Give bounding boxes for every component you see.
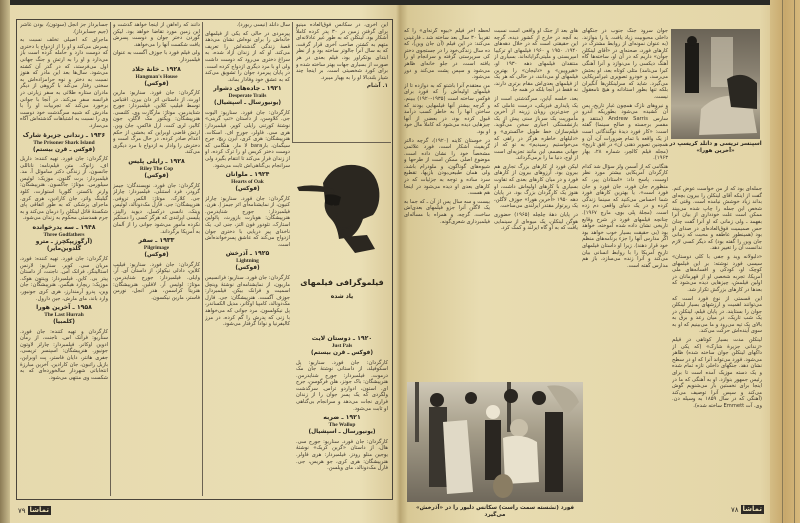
film-entry-english: The Prisoner Shark Island: [33, 139, 95, 146]
film-entry-text: کارگردان: جان فورد. تهیه کننده: فورد، مریان سی. کوپر. سناریو: لارنس استالینگز، فرانک اس. ناجنت، از داستان پیتر بی. کاین. فیلمبردار: وینتون هوک. موزیک: ریچارد هیگمن. هنرپیشگان: جان وین، پدرو آرمندارز، هری کری جونیور، وارد باند، مای مارش، جین دارول.: [20, 255, 108, 302]
film-entry-title: ۱۹۲۱ ـ جاده‌های دشوار: [213, 85, 282, 93]
film-entry-title: ۱۹۲۵ ـ آذرخش: [225, 250, 270, 258]
column-divider: [202, 22, 203, 496]
photo-bottom-caption: فورد (نشسته سمت راست) سکانس دلبور را در «آذرخش» می‌گیرد: [415, 505, 575, 518]
filmography-title: فیلموگرافی فیلمهای: [300, 278, 384, 287]
film-still-figures-icon: [671, 29, 760, 139]
photo-top-caption: [668, 141, 763, 155]
film-set-group-icon: [407, 382, 583, 502]
paragraph: جمله‌ای بود که از من خواست عوض کنم. گفت از اینکه آقای لینکلن را بیرون بچه‌ای بداند زیاد خوشش نیامده است. وقتی که شخص این جمله را چاپ شده می‌بیند ممکن است علت خودداری از بیان آنرا بفهمد ـ ولی زمانی که او آنرا گفت چنان حس صمیمیت فوق‌العاده‌ای در صدای او بود (همینطور عاطفه و محبت که زمانی جان وین را گفته بود) که دیگر کسی لازم ندانست آن را تغییر دهد.: [672, 186, 762, 252]
film-entry-text: کارگردان: جان فورد. سناریو: جورج سی. هال، از داستان «گرین کریک» نوشتهٔ یوجین منلو رودز. فیلمبردار: هری فاولر. هنرپیشگان: هری کری، جو هریس، جی. فارل مک‌دونالد، مای ویلسن.: [296, 438, 388, 472]
paragraph: هنگامی که از آسمن ولز سؤال شد کدام کارگردان آمریکایی بیشتر مورد نظر اوست، پاسخ داد: «استادان پیر، که منظورم جان فورد، جان فورد و جان فورد است». یا بهترین کارهای فورد شما احساس می‌کنید که سینما زندگی کرده و در یک دنیای واقعی دم زده است. (مجلهٔ پلی بوی، مارچ ۱۹۶۷). چنانچه فیلمهای فورد در شرح وقایع تاریخی نشان داده شده آموخته، خواهد بود (بی حقیقت بسیار خوب خواهد بود اگر مدارس آنها را جزء برنامه‌های منظم خود قرار دهند). زیرا او داستان فیلمهای تاریخ آمریکا را با روابط انسانی بیان می‌کند و آنرا زنده می‌سازد، باز هم مدارس گفته است.: [582, 163, 668, 269]
paragraph: این قسمتی از نوع فورد است که می‌توانند اهمیت و ارزشهای بسیار لینکلن جوان را بستایند. در پایان فیلم، لینکلن در یک شب تاریک، در میان رعد و برق به بالای یک تپه می‌رود و ما می‌بینیم که او به سوی آینده‌اش حرکت می‌کند.: [672, 295, 762, 335]
photo-lightning-set: [407, 382, 583, 502]
left-column-2: [113, 22, 200, 496]
paragraph: دانند که راه‌آهن از اینجا خواهد گذشت و این زمین مورد تقاضا خواهد بود. لیکن گوردن دختر جوان و دوست پسرش یافت شکست آنها را می‌خواهد.: [113, 22, 200, 48]
film-entry-text: کارگردان: جان فورد. سناریو: پل اسکوفیلد، از داستانی نوشتهٔ جان مک درموت. فیلمبردار: جورج شنایدرمن. هنرپیشگان: باک جونز، هلن فرگوسن، جرج ای. استون، ادواردو تراس. سرگذشت ولگردی که یک پسر جوان را از زندان فراری نجات می‌دهد و سرانجام بی‌گناهی او ثابت می‌شود.: [296, 359, 388, 412]
left-page-footer: [18, 506, 51, 515]
film-entry-title: ۱۹۲۰ ـ دوستان لایت: [311, 335, 373, 342]
paragraph: بعد، خلسه آیاین، سرگذشتی است از یک پایداری فیزیکی، درست عاملی که در جدی‌ترین رویان زرینه از آخرین مأموریت یک سرباز سنی پیش از یک بازنشستگی اجباری سخن می‌گوید. فیلم‌سازان خط طویل خاکستری» و «دلیلهای خاطره هرگز در راهی که می‌خواستیم رسیدیم» به تو که از جهانی مصمم، این مانند تجزیه‌ای است از اوج، دنیا ما را برمی‌گرداند.: [494, 95, 578, 162]
right-column-3: [494, 28, 578, 378]
film-entry-studio: (فوکس): [144, 173, 169, 179]
film-entry-title: ۱۹۲۴ ـ ملوانان: [225, 171, 270, 179]
left-column-1: [20, 22, 108, 496]
paragraph: ماجرای که اصیلی تخلف نسبت به پسرش می‌کند و او را از ازدواج با دختری که دوست دارد و حامله کرده است باز می‌دارد و او را به ارتش و جنگ جهانی اول می‌فرستد، که در گذر آن کشته می‌شود. سال‌ها بعد این مادر که هنوز نسبت به دختر و نوه حرامزاده‌اش به سختی رفتار می‌کند با گروهی از دیگر مادران ستاره طلائی به سفر زیارتی در فرانسه سفر می‌کند. در آنجا با جوانی برخورد می‌کند که تجربیات او را با مادرش که شبیه سرگذشت خود دوست وی را نسبت به اشتباهات گذشته‌اش آگاه می‌سازد.: [20, 37, 108, 129]
film-entry-studio: (فوکس): [235, 265, 260, 272]
film-entry-studio: (فوکس): [235, 186, 260, 193]
film-entry-text: کارگردان: جان فورد. سناریو: چارلز کنیون، از نمایشنامه‌ای اثر جیمز اِ. هرن. فیلمبردار: جورج شنایدرمن. هنرپیشگان: هوبارت بازورث، پائولین استارک، تئودور فون التز، جنی لی. یک ناخدای پیر دریایی با دختری جوان ازدواج می‌کند که عاشق پسرخوانده‌اش است.: [205, 195, 290, 248]
film-entry-studio: (فوکس ـ قرن بیستم): [32, 146, 96, 153]
paragraph: در پایان دههٔ چلچله (۱۹۶۵) حضوری هوگن لینکلن، یک میوه‌ای از سینمایی یافت که به او گاه ایرلند و کمک کرد.: [494, 212, 578, 232]
film-entry-english: Desperate Trails: [228, 93, 267, 100]
column-divider: [292, 22, 293, 142]
paragraph: بیست و سه سال پس از آن ـ که جما به یک لاگلن آنرا جزو فیلمهای بعدی‌اش ساخت، گرچه، و همراه با مسأله‌ای فیلمبرداری شعری‌گونه.: [404, 198, 490, 225]
right-page-footer: [731, 505, 764, 514]
film-entry-text: کارگردان: جان فورد. سناریو: الیوت جی. کلاوسن، از داستان «تپ گرینی» نوشتهٔ کورتنی رایلی کوپر. فیلمبردار: هری سی. فاولر، جورج اف. اسکات. هنرپیشگان: هری کری، آیرن ریچ، جرج سیگمان، بارbara لا مار. هنگامی که دوست دختر کریس او را ترک کرده، او از زندان فرار می‌کند تا انتقام بگیرد ولی سرانجام بی‌گناهی‌اش ثابت می‌شود.: [205, 109, 290, 169]
left-page-edge: [0, 0, 10, 523]
magazine-logo: تماشا: [742, 505, 762, 513]
paragraph: جسابرداز جز انجل (سوتون)، بودن غاشر (جیم جسابرداز).: [20, 22, 108, 35]
film-entry-english: Hangman's House: [135, 73, 178, 80]
paragraph: لینکلن مدت بسیار کوتاهی در فیلم «زندانی جزیرهٔ شارک» (که یکی از داکهای لینکلن جوان ساخته شده) ظاهر می‌شود. فورد می‌تواند آنرا که او در سطح نشان دهد. جنگهای داخلی تازه تمام شده و یک دسته موزیک آمده است تا برای رئیس جمهور بنوازد. او به آهنگی که ما در اینجا برای نخستین بار می‌شنویم گوش می‌کند و سپس آنرا توصیف می‌کند (آهنگی که در سال ۱۸۵۹ به وسیله دن. وی. آت Emmett ساخته شده).: [672, 337, 762, 409]
film-entry-english: Riley The Cop: [139, 166, 174, 172]
paragraph: ولی فیلم فورد با جوزف آگست به عنوان فیلمبردار.: [113, 50, 200, 63]
film-entry-title: ۱۹۲۸ ـ رایلی پلیس: [128, 158, 185, 165]
paragraph: های بعد از جنگ او واقعی است نسبت به آنچه در خارج از کشور دیده. گرچه این حقیقتی است که در خلال دهه‌های ۱۹۴۰، ۱۹۵۰ و ۱۹۶۰ فیلمهای او ترکیبا امپریستی و ملیتی‌گرایانه‌اند. بسیاری از منتقدان فیلمهای دهه ۱۹۳۰ او، «هیرویین» و «دلیجان» را بهترین فیلمهای او می‌دانند، در حالی که هر یک از فیلمهای بعدی‌اش مقام برتری دارند، نه فقط در آنجا بلکه در همه جا.: [494, 28, 578, 94]
film-entry-title: ۱۹۲۸ ـ خانهٔ جلاد: [132, 65, 181, 73]
film-entry-studio: (آرگوزیپکچرز ـ مترو گلدوین‌مایر): [35, 238, 93, 253]
film-entry-studio: (یونیورسال ـ اسپشیال): [213, 100, 282, 107]
paragraph: «دلبولانه وید و جفی با کلی دوستان» سیسی فورد نوشته: بر این فیلمهای کوچک او، کودکی و افسانه‌های ملی آمریکا، تجربه شخصی او از قهرمانان در اولین فیلمش، چیزهایی دیده می‌شود که بعدها در کارهای بزرگش تکرار شد.: [672, 253, 762, 293]
page-edge-line: [782, 0, 783, 523]
film-entry-title: ۱۹۴۸ ـ سه پدرخوانده: [32, 223, 96, 231]
sidebar-divider: [292, 142, 391, 143]
paragraph: لحظه آخر فیلم «بیوه گرنه‌ای» را که تقریباً ۳۰ سال بعد ساخته شد ـ فارغینی می‌کند: در این فیلم (آن جان وین)، که ده سال زندگی‌خود را در جستجوی دختر کی سرپرستی گرفته و سرانجام او را یافته است، در جلو خانه‌ای ظاهر می‌شود و سپس پشت می‌کند و دور می‌شود.: [404, 28, 490, 81]
film-entry-text: کارگردان و تهیه کننده: جان فورد. سناریو: فرانک اس. ناجنت، از رمان ادوین اوکانر. فیلمبردار: چارلز لاوتون جونیور. هنرپیشگان: اسپنسر تریسی، جفری هانتر، دایان فاستر، پت اوبراین، بازیل راتبون، جان کارادین. آخرین مبارزهٔ انتخاباتی شهردار سالخورده‌ای که به شکست وی منتهی می‌شود.: [20, 328, 108, 381]
film-entry-english: Just Pals: [331, 343, 353, 349]
film-entry-english: Lightning: [236, 258, 259, 265]
sidebar-signature: ۱. آشام: [366, 83, 388, 90]
film-entry-english: The Last Hurrah: [44, 312, 84, 319]
film-entry-english: Hearts of Oak: [231, 179, 264, 186]
column-divider: [110, 22, 111, 496]
film-entry-studio: (فوکس): [144, 252, 169, 259]
film-entry-title: ۱۹۳۶ ـ زندانی جزیرهٔ شارک: [22, 131, 106, 139]
paragraph: پیرمردی در حالی که یکی از فیلمهای خانه‌اش را برای نوه‌اش نشان می‌دهد قصهٔ زندگی گذشته‌اش را تعریف می‌کند. او که از زندان آزاد شده، به سراغ دختری می‌رود که دوست داشت ولی او با مرد دیگری ازدواج کرده است. در پایان پیرمرد جوان را تشویق می‌کند که به عشق خود وفادار بماند.: [205, 30, 290, 83]
film-entry-text: کارگردان: جان فورد. سناریو: فرانسیس ماریون، از نمایشنامه‌ای نوشتهٔ وینچل اسمیت و فرانک بیکن. فیلمبردار: جوزف آگست. هنرپیشگان: جی. فارل مک‌دونالد، کامپیا اوکانر، مدیل الکساندر، پل نیکولسون. مرد جوانی که می‌خواهد با زنی که پدرش را گم کرده، در مرز کالیفرنیا و نوادا گرفتار می‌شود.: [205, 274, 290, 328]
film-entry-text: کارگردان: جان فورد. تهیه کننده: داریل اف. زانوک. متن فیلم‌نامه: ناناللی جانسون، از زندگی دکتر ساموئل آ. مد. فیلمبردار: برت گلنون. موزیک: لوئیس سیلورس. موتاژ: جاکسون. هنرپیشگان: وارنر باکستر، گلوریا استوارت، کلود گیلینگ واتر، جان کارادین، هری کری. ماجرای پزشکی که به طور اتفاقی پای شکستهٔ قاتل لینکلن را درمان می‌کند و به جرم همدستی محکوم به زندان می‌شود.: [20, 156, 108, 222]
portrait-drawing-icon: [293, 145, 391, 275]
film-entry-studio: (کلمبیا): [53, 319, 75, 326]
film-entry-title: ۱۹۵۸ ـ آخرین هورا: [36, 304, 92, 312]
photo-last-hurrah: [671, 29, 760, 139]
film-entry-text: کارگردان: جان فورد. سناریو: مارین اورث، از داستانی اثر دان بیرن. اقتباس توسط فیلیپ کلاین. فیلمبردار: جورج شنایدرمن. موتاژ: مارگارت وی. کلنسی. هنرپیشگان: ویکتور مک لاگلن، جون کالیر، لری کنت، ارل فاکس، جان وین. ارتش قاضی اوبراین که بخشی از حکم اعدام صادر کرده، در حال مرگ است و دخترش را وادار به ازدواج با مرد دیگری می‌کند.: [113, 90, 200, 156]
caption-line: «آخرین هورا»: [696, 148, 735, 154]
magazine-logo: تماشا: [29, 506, 49, 514]
film-entry-title: ۱۹۲۱ ـ ضربه: [323, 414, 361, 422]
page-edge-line: [794, 0, 795, 523]
page-number: ۷۹: [18, 506, 26, 515]
filmography-subtitle: یاد شده: [330, 293, 354, 300]
paragraph: در خوستان کاینه (۱۹۲۰)، گرچه دالتر گریفیث آشکار است، فورد علائمی مشخصاً خود را نشان داده است. موضوع اصلی ممکن است از طرحها و شیوه‌های گوناگون، و ملودرام باشد، ولی همان طبیعی‌بودن بازیها، تقطیع سرد ساده و توجه به جزئیات که در کارهای بعدی او دیده می‌شود در اینجا هم هست.: [404, 137, 490, 197]
left-column-3: [205, 22, 290, 496]
paragraph: و نیروهای نازک همچون غبار تاریخ، پس آن کشیده می‌شود بطوریکه آندرو سارس Andrew Sarris (منتقد و مفسر برجسته و صالح سینما) گفته است: «کار فورد دیدهٔ نوگندگانی است از یک واقعه با تمام ضرورات آن، آن و همچنین تصویر ذهنی آن» در افق تاریخ» (مجله فیلم کالچر، شماره ۲۸، بهار ۱۹۶۳).: [582, 102, 668, 162]
film-entry-studio: (فوکس ـ قرن بیستم): [310, 350, 374, 356]
film-entry-english: The Wallop: [328, 422, 356, 429]
film-entry-english: Pilgrimage: [143, 245, 170, 252]
film-entry-title: ۱۹۳۳ ـ سفر: [138, 237, 175, 245]
right-column-1: [672, 186, 762, 498]
paragraph: لیکن فورد از کارهای بزرگ تجاری هم بیرون بود. آرزوهای بیرون از کارهای فورد و در میان کارهای بعدی که تفاوت بسیاری با کارهای اولیه‌اش داشت، او هنوز یک کارگردان بزرگ بود. در پایان دهه ۱۹۵۰ «آخرین هورا» جوزف لاگلن، یک رپرتوار مقتدر ایرلندی می‌ساخت.: [494, 163, 578, 210]
paragraph: جوان سرود جنگ جنوب در جنگهای داخلی محبوبیت زیاد یافت. یا را بنوازند. (به عنوان نمونه‌ای از روابط مشترک در کارهای فورد، صحنه‌ای در «آقای لینکلن جوان» داریم که در آن او، ساخته‌ها گاه آهنگ دیکسی را می‌نوازد و آنرا آهنگی کبرا می‌نامد) مثلی کوتاه بعد، او بحثش می‌رسد، و خودرو تصویری غیرامریکایی می‌گیرد. شاید که سرلینکلن‌ها آنگیران بلکه تنها بطور استادانه و هیچ نامعقول نیست.: [582, 28, 668, 100]
left-column-4: [296, 305, 388, 495]
caption-line: اسپنسر تریسی و دانلد کریسپ در: [669, 141, 762, 147]
john-ford-portrait: [293, 145, 391, 315]
film-entry-text: کارگردان: جان فورد. نویسندگان: جیمز گرودر، فرد استنلی. فیلمبردار: چارلز جی. کلارک. موتاژ: الکس تروفی. هنرپیشگان: جی. فارل مک‌دونالد، لوئیس وینک، نانسی درکسل، دیوید رالینز. پلیسی ایرلندی که هرگز کسی را دستگیر نکرده مأمور می‌شود جوانی را از آلمان به آمریکا برگرداند.: [113, 182, 200, 235]
sidebar-intro-text: این آخری، در سکانس فوق‌العاده مینیو برای گرفتن زمین در ۳۰ پدر کرده کاملاً آشکار بود. لینکلن که به طور غیر عادلانه‌ای متهم به کشتن صاحب آخری قرار گرفت، که به سال آنرا جالوتر ساخته بود و از نظر ابتدای بوتکراور بود، فیلم بعدی در هر صورت از بسیاری جهات بهتر ساخته شده و برای کورد شخصیتی است. بر اینجا چند شیار بلندبالا او را به بهیار میبرد.: [296, 22, 388, 81]
right-page-edge: [770, 0, 800, 523]
film-entry-studio: (فوکس): [144, 80, 169, 87]
right-column-4: [404, 28, 490, 378]
sidebar-intro: [296, 22, 388, 140]
film-entry-text: کارگردان: جان فورد. سناریو: فیلیپ کلاین، دادلی نیکولز، از داستان آی. آر. وایلی. فیلمبردار: جورج شنایدرمن. موتاژ: لوئیس آر. لافلین. هنرپیشگان: هنریتا کراسمن، هدر انجل، نورمن فاستر، مارین نیکسون.: [113, 261, 200, 301]
top-shadow-bar: [0, 0, 800, 5]
film-entry-studio: (یونیورسال ـ اسپشیال): [308, 429, 376, 436]
right-column-2: [582, 28, 668, 498]
paragraph: من معتقدم آنرا باشتو که به دوازده تا از فیلمهای اولیه‌اش را که فورد برای فوکس ساخته است (۱۹۳۵-۱۹۲۰) ببینم. و گرچه بیشتر آنها فیلمهایی بودند که ساختن آنها را به خاطر کسب درآمد قبول کرده بود، در بعضی از آنها چیزهایی دیده می‌شود که کاملاً مال خود او بود.: [404, 82, 490, 135]
paragraph: سال دانلد (نیسی ربورد).: [236, 22, 290, 28]
page-number: ۷۸: [731, 505, 739, 514]
film-entry-english: Three Godfathers: [43, 231, 85, 238]
